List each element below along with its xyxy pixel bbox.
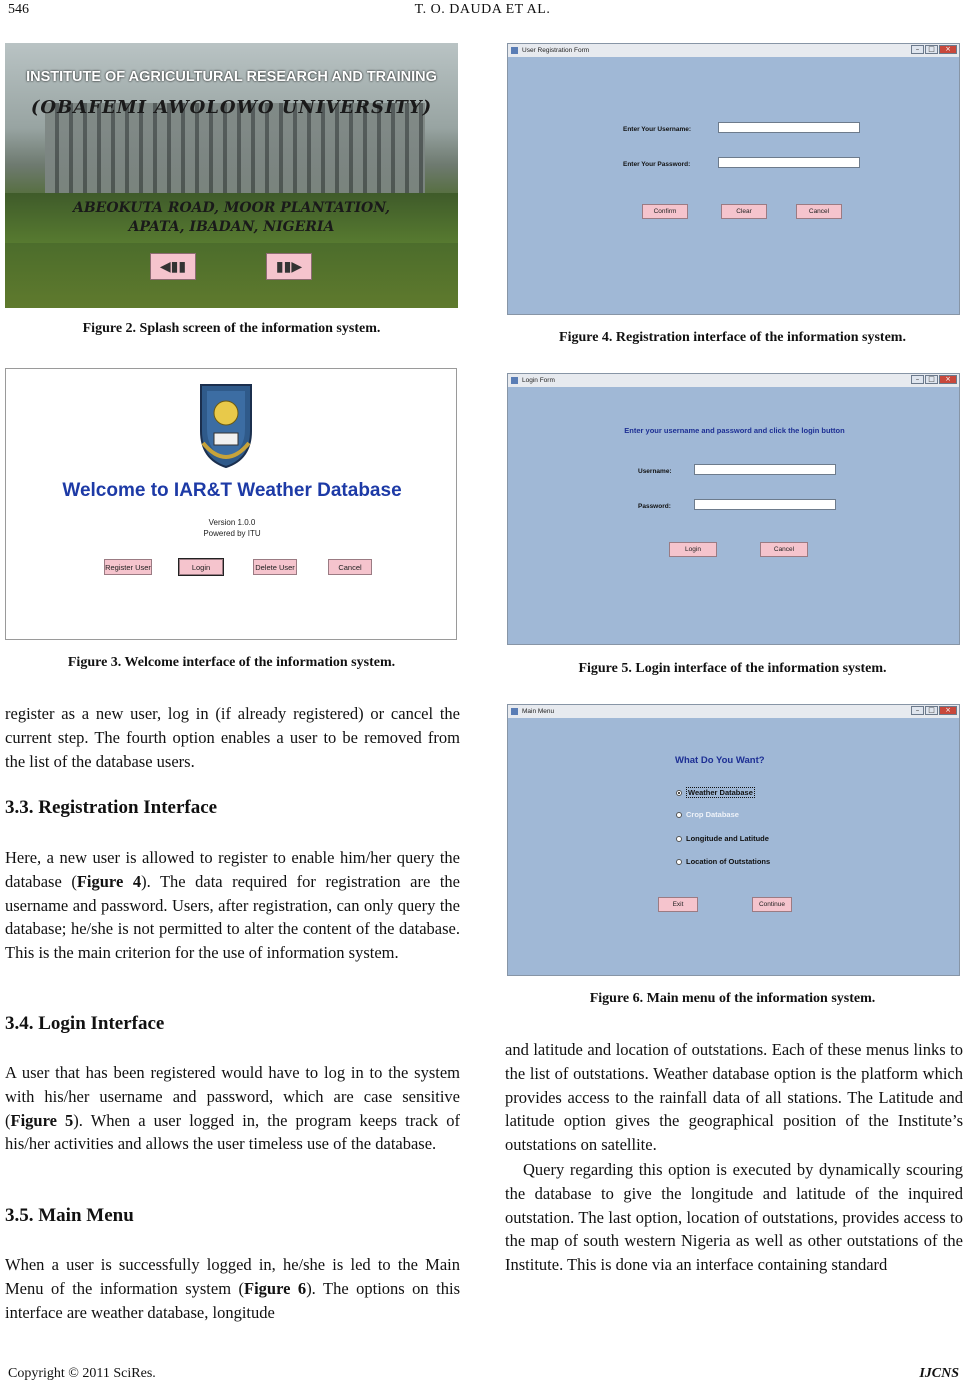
- previous-icon: ◀▮▮: [159, 258, 187, 275]
- password-input[interactable]: [718, 157, 860, 168]
- minimize-icon[interactable]: –: [911, 45, 924, 54]
- option-location-outstations[interactable]: Location of Outstations: [676, 857, 770, 866]
- window-title: Login Form: [522, 377, 555, 384]
- close-icon[interactable]: ×: [939, 45, 957, 54]
- welcome-interface-figure: [5, 368, 457, 640]
- page-number: 546: [8, 2, 29, 17]
- register-user-button[interactable]: Register User: [104, 559, 152, 575]
- continue-button[interactable]: Continue: [752, 897, 792, 912]
- username-label: Username:: [638, 468, 672, 475]
- maximize-icon[interactable]: □: [925, 375, 938, 384]
- paragraph: Here, a new user is allowed to register to enable him/her query the database (Figure 4). The data required for registration are the username and password. Users, after registration, can only query the database; he/she is not permitted to alter the content of the database. This is the main criterion for the use of information system.: [5, 848, 460, 963]
- running-title: T. O. DAUDA ET AL.: [414, 2, 551, 17]
- app-icon: [511, 47, 518, 54]
- login-button[interactable]: Login: [669, 542, 717, 557]
- paragraph: A user that has been registered would have to log in to the system with his/her username and password, which are case sensitive (Figure 5). When a user logged in, the program keeps track of his/her activities and allows the user timeless use of the database.: [5, 1063, 460, 1154]
- main-menu-window: [507, 704, 960, 976]
- splash-institute-title: INSTITUTE OF AGRICULTURAL RESEARCH AND TRAINING: [26, 69, 437, 85]
- delete-user-button[interactable]: Delete User: [253, 559, 297, 575]
- password-input[interactable]: [694, 499, 836, 510]
- login-button[interactable]: Login: [179, 559, 223, 575]
- main-menu-question: What Do You Want?: [675, 755, 765, 766]
- window-titlebar: [508, 44, 959, 57]
- paragraph: register as a new user, log in (if already registered) or cancel the current step. The fourth option enables a user to be removed from the list of the database users.: [5, 704, 460, 771]
- splash-university-name: (OBAFEMI AWOLOWO UNIVERSITY): [30, 97, 433, 118]
- maximize-icon[interactable]: □: [925, 706, 938, 715]
- copyright-footer: Copyright © 2011 SciRes.: [8, 1366, 156, 1381]
- figure3-caption: Figure 3. Welcome interface of the information system.: [67, 655, 396, 670]
- cancel-button[interactable]: Cancel: [760, 542, 808, 557]
- section-heading-3-5: 3.5. Main Menu: [5, 1205, 134, 1226]
- powered-by-text: Powered by ITU: [203, 529, 261, 538]
- next-icon: ▮▮▶: [275, 258, 303, 275]
- exit-button[interactable]: Exit: [658, 897, 698, 912]
- cancel-button[interactable]: Cancel: [328, 559, 372, 575]
- figure5-caption: Figure 5. Login interface of the information system.: [578, 661, 887, 676]
- window-titlebar: [508, 705, 959, 718]
- window-title: User Registration Form: [522, 47, 590, 54]
- option-crop-database[interactable]: Crop Database: [676, 810, 739, 819]
- login-instruction: Enter your username and password and click the login button: [624, 426, 845, 435]
- clear-button[interactable]: Clear: [721, 204, 767, 219]
- close-icon[interactable]: ×: [939, 706, 957, 715]
- paragraph: Query regarding this option is executed by dynamically scouring the database to give the longitude and latitude of the inquired outstation. The last option, location of outstations, provides access to the map of south western Nigeria as well as other outstations of the Institute. This is done via an interface containing standard: [505, 1160, 963, 1275]
- app-icon: [511, 708, 518, 715]
- figure-reference[interactable]: Figure 4: [76, 871, 142, 891]
- splash-screen-figure: [5, 43, 458, 308]
- radio-selected-icon[interactable]: [676, 790, 682, 796]
- minimize-icon[interactable]: –: [911, 375, 924, 384]
- option-weather-database[interactable]: Weather Database: [676, 787, 755, 798]
- paragraph: When a user is successfully logged in, he/she is led to the Main Menu of the information system (Figure 6). The options on this interface are weather database, longitude: [5, 1255, 460, 1322]
- figure4-caption: Figure 4. Registration interface of the information system.: [559, 330, 906, 345]
- username-label: Enter Your Username:: [623, 126, 692, 133]
- section-heading-3-4: 3.4. Login Interface: [5, 1013, 165, 1034]
- username-input[interactable]: [718, 122, 860, 133]
- radio-icon[interactable]: [676, 859, 682, 865]
- radio-icon[interactable]: [676, 836, 682, 842]
- next-button[interactable]: [266, 253, 312, 280]
- section-heading-3-3: 3.3. Registration Interface: [5, 797, 218, 818]
- registration-form-window: [507, 43, 960, 315]
- university-crest-icon: [197, 381, 255, 469]
- figure2-caption: Figure 2. Splash screen of the information system.: [82, 321, 381, 336]
- welcome-title: Welcome to IAR&T Weather Database: [62, 480, 402, 501]
- journal-footer: IJCNS: [919, 1366, 959, 1381]
- version-text: Version 1.0.0: [208, 518, 256, 527]
- login-form-window: [507, 373, 960, 645]
- maximize-icon[interactable]: □: [925, 45, 938, 54]
- cancel-button[interactable]: Cancel: [796, 204, 842, 219]
- radio-icon[interactable]: [676, 812, 682, 818]
- username-input[interactable]: [694, 464, 836, 475]
- confirm-button[interactable]: Confirm: [642, 204, 688, 219]
- minimize-icon[interactable]: –: [911, 706, 924, 715]
- option-longitude-latitude[interactable]: Longitude and Latitude: [676, 834, 769, 843]
- window-title: Main Menu: [522, 708, 555, 715]
- paragraph: and latitude and location of outstations. Each of these menus links to the list of outstations. Weather database option is the platform which provides access to the rainfall data of all stations. The Latitude and latitude option gives the geographical position of the Institute’s outstations on satellite.: [505, 1040, 963, 1155]
- window-titlebar: [508, 374, 959, 387]
- splash-address: ABEOKUTA ROAD, MOOR PLANTATION, APATA, IBADAN, NIGERIA: [72, 200, 391, 235]
- figure6-caption: Figure 6. Main menu of the information system.: [589, 991, 876, 1006]
- password-label: Enter Your Password:: [623, 161, 691, 168]
- previous-button[interactable]: [150, 253, 196, 280]
- close-icon[interactable]: ×: [939, 375, 957, 384]
- password-label: Password:: [638, 503, 671, 510]
- figure-reference[interactable]: Figure 6: [244, 1278, 307, 1298]
- app-icon: [511, 377, 518, 384]
- figure-reference[interactable]: Figure 5: [10, 1110, 74, 1130]
